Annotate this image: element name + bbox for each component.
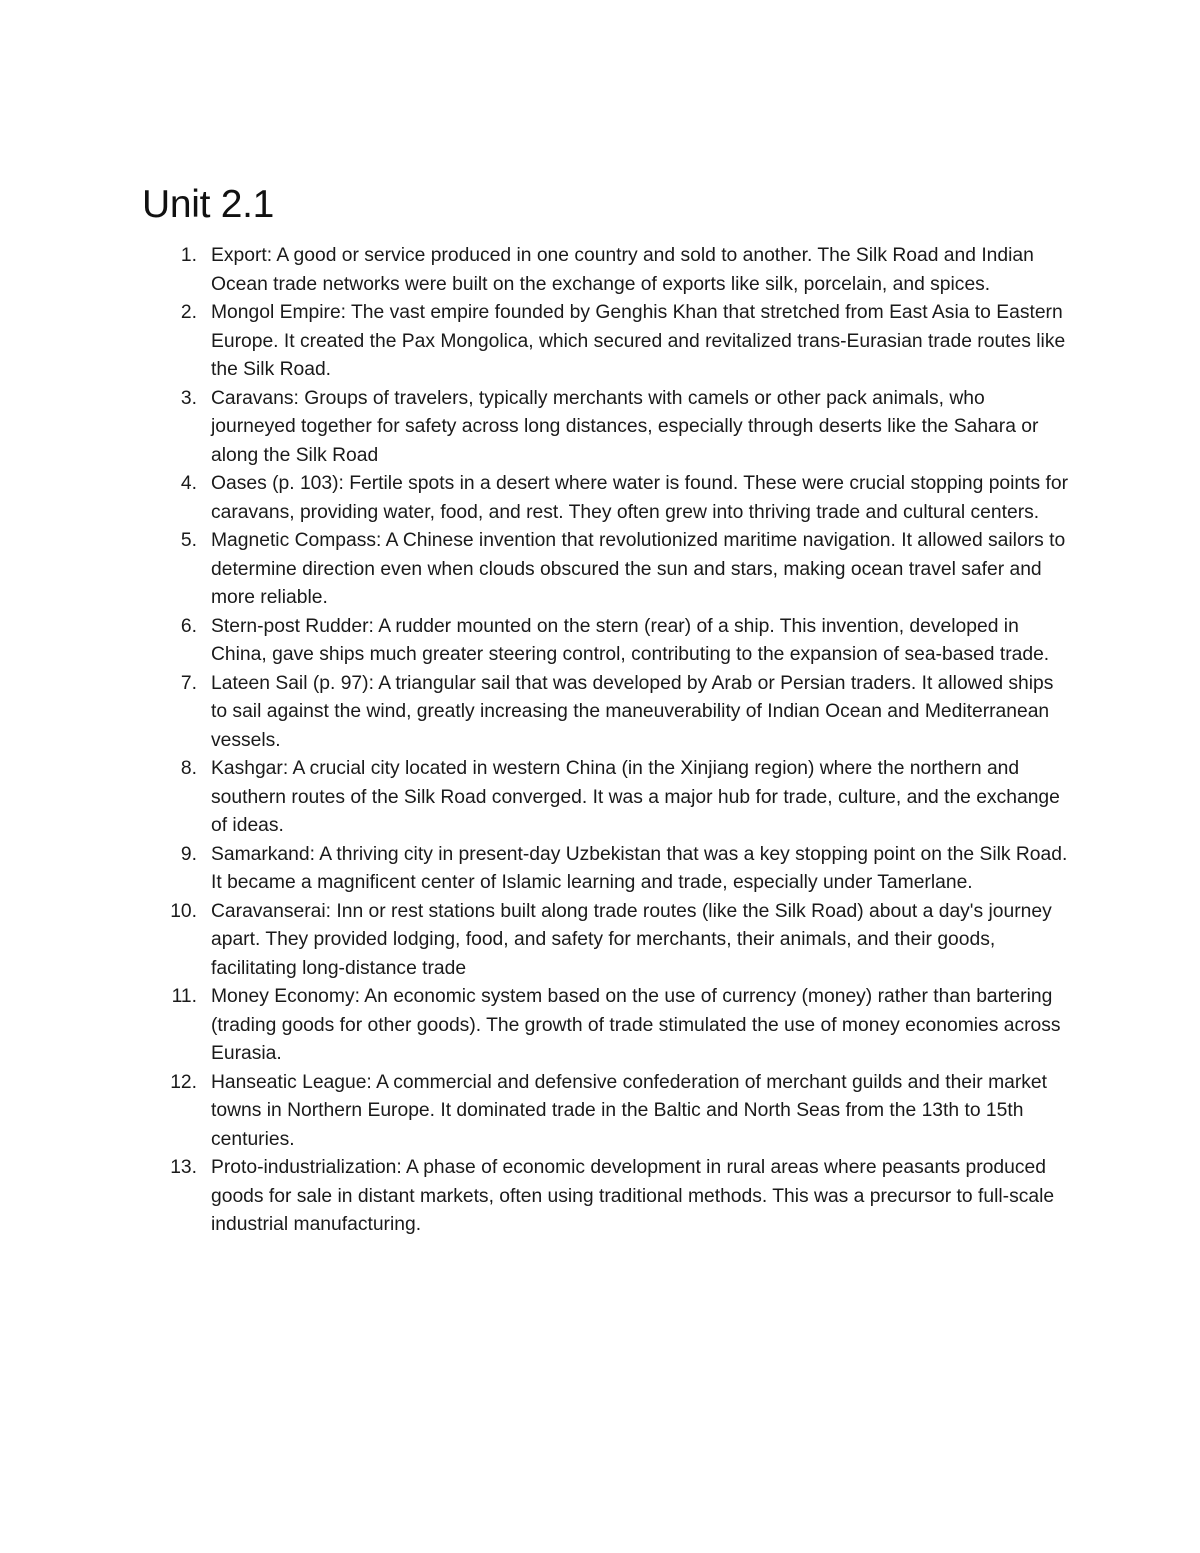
item-number: 5. xyxy=(180,530,197,551)
item-text: Samarkand: A thriving city in present-day Uzbekistan that was a key stopping point on the Silk Road. It became a magnificent center of Islamic learning and trade, especially under Tamerlane. xyxy=(211,843,1068,893)
item-text: Caravans: Groups of travelers, typically merchants with camels or other pack animals, who journeyed together for safety across long distances, especially through deserts like the Sahara or along the Silk Road xyxy=(211,387,1039,466)
item-text: Kashgar: A crucial city located in western China (in the Xinjiang region) where the northern and southern routes of the Silk Road converged. It was a major hub for trade, culture, and the exchange of ideas. xyxy=(211,758,1060,836)
item-text: Export: A good or service produced in one country and sold to another. The Silk Road and Indian Ocean trade networks were built on the exchange of exports like silk, porcelain, and spices. xyxy=(211,245,1034,295)
list-item xyxy=(142,898,1072,984)
list-item xyxy=(142,385,1072,471)
list-item xyxy=(142,299,1072,385)
item-text: Lateen Sail (p. 97): A triangular sail that was developed by Arab or Persian traders. It allowed ships to sail against the wind, greatly increasing the maneuverability of Indian Ocean and Mediterranean vessels. xyxy=(211,672,1054,751)
item-text: Stern-post Rudder: A rudder mounted on the stern (rear) of a ship. This invention, developed in China, gave ships much greater steering control, contributing to the expansion of sea-based trade. xyxy=(211,615,1050,665)
item-number: 8. xyxy=(180,758,197,779)
item-number: 1. xyxy=(180,245,197,266)
list-item xyxy=(142,242,1072,299)
item-number: 6. xyxy=(180,615,197,637)
list-item xyxy=(142,841,1072,898)
item-number: 9. xyxy=(180,843,197,865)
list-item xyxy=(142,1069,1072,1155)
item-text: Money Economy: An economic system based on the use of currency (money) rather than bartering (trading goods for other goods). The growth of trade stimulated the use of money economies across Eurasia. xyxy=(211,986,1061,1064)
item-number: 7. xyxy=(180,672,197,694)
list-item xyxy=(142,1154,1072,1240)
item-number: 13. xyxy=(170,1157,197,1178)
list-item xyxy=(142,613,1072,670)
item-number: 3. xyxy=(180,387,197,409)
item-text: Caravanserai: Inn or rest stations built along trade routes (like the Silk Road) about a day's journey apart. They provided lodging, food, and safety for merchants, their animals, and their goods, facilitating long-distance trade xyxy=(211,900,1052,979)
list-item xyxy=(142,983,1072,1069)
document-title: Unit 2.1 xyxy=(142,183,275,226)
list-item xyxy=(142,470,1072,527)
item-number: 4. xyxy=(180,473,197,494)
item-text: Oases (p. 103): Fertile spots in a desert where water is found. These were crucial stopping points for caravans, providing water, food, and rest. They often grew into thriving trade and cultural centers. xyxy=(211,473,1069,523)
item-number: 12. xyxy=(170,1071,197,1093)
item-number: 2. xyxy=(180,302,197,323)
item-number: 10. xyxy=(170,900,197,922)
item-text: Mongol Empire: The vast empire founded by Genghis Khan that stretched from East Asia to Eastern Europe. It created the Pax Mongolica, which secured and revitalized trans-Eurasian trade routes like the Silk Road. xyxy=(211,302,1066,380)
item-text: Hanseatic League: A commercial and defensive confederation of merchant guilds and their market towns in Northern Europe. It dominated trade in the Baltic and North Seas from the 13th to 15th centuries. xyxy=(211,1071,1048,1150)
item-number: 11. xyxy=(171,986,197,1007)
term-list xyxy=(142,242,1072,1240)
list-item xyxy=(142,670,1072,756)
list-item xyxy=(142,527,1072,613)
item-text: Proto-industrialization: A phase of economic development in rural areas where peasants produced goods for sale in distant markets, often using traditional methods. This was a precursor to full-scale industrial manufacturing. xyxy=(211,1157,1055,1235)
list-item xyxy=(142,755,1072,841)
item-text: Magnetic Compass: A Chinese invention that revolutionized maritime navigation. It allowed sailors to determine direction even when clouds obscured the sun and stars, making ocean travel safer and more reliable. xyxy=(211,530,1066,608)
